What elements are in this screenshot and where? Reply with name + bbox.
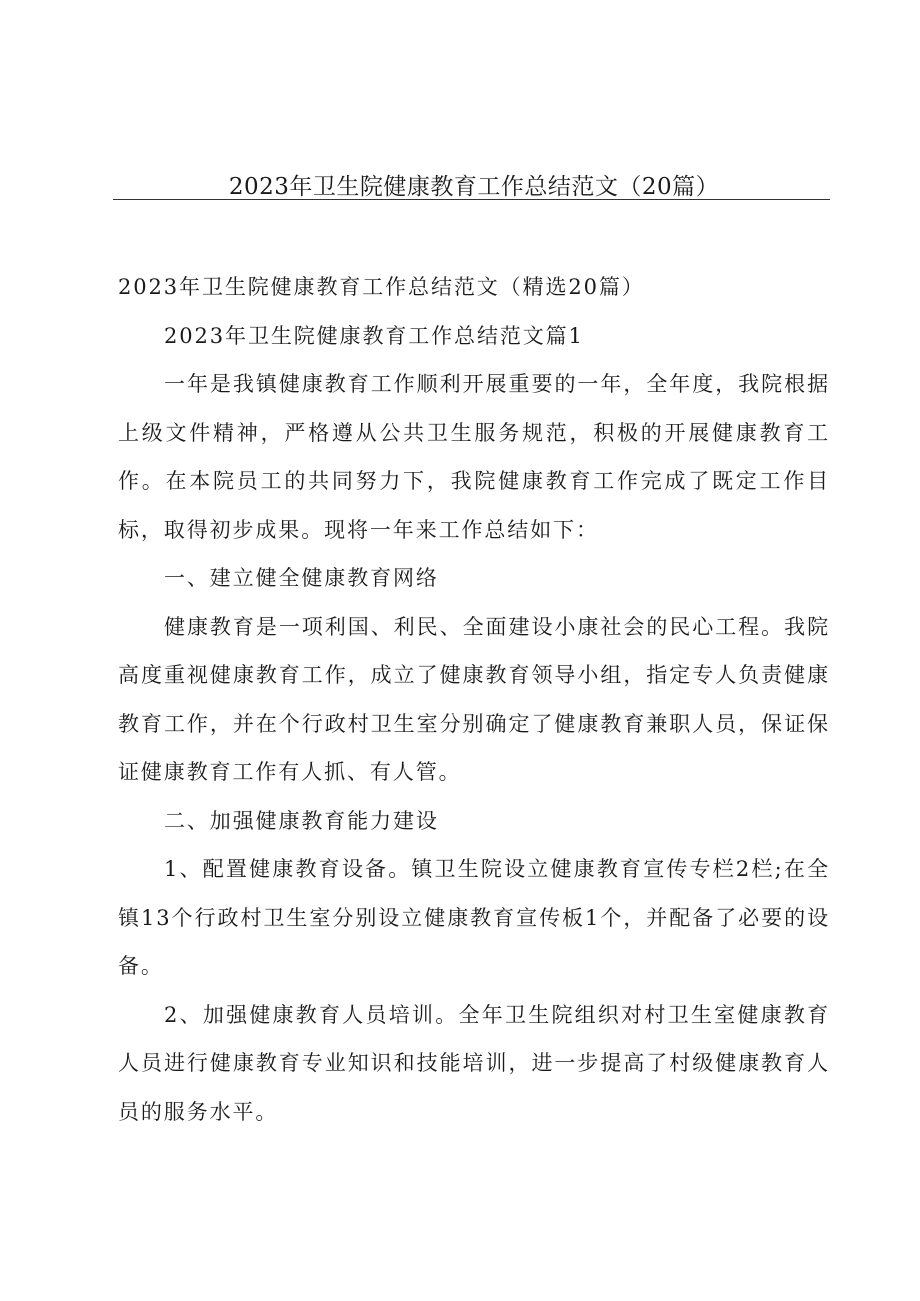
item-paragraph-1: 1、配置健康教育设备。镇卫生院设立健康教育宣传专栏2栏;在全镇13个行政村卫生室分别设立健康教育宣传板1个，并配备了必要的设备。 [118, 857, 830, 978]
document-subtitle: 2023年卫生院健康教育工作总结范文（精选20篇） [118, 275, 645, 299]
document-title: 2023年卫生院健康教育工作总结范文（20篇） [228, 174, 720, 200]
document-body [118, 263, 830, 1136]
title-underline [113, 199, 830, 200]
section-heading-1: 一、建立健全健康教育网络 [164, 566, 439, 590]
section-paragraph-1: 健康教育是一项利国、利民、全面建设小康社会的民心工程。我院高度重视健康教育工作，成立了健康教育领导小组，指定专人负责健康教育工作，并在个行政村卫生室分别确定了健康教育兼职人员，保证保证健康教育工作有人抓、有人管。 [118, 614, 830, 784]
item-paragraph-2: 2、加强健康教育人员培训。全年卫生院组织对村卫生室健康教育人员进行健康教育专业知识和技能培训，进一步提高了村级健康教育人员的服务水平。 [118, 1002, 830, 1124]
intro-paragraph: 一年是我镇健康教育工作顺利开展重要的一年，全年度，我院根据上级文件精神，严格遵从公共卫生服务规范，积极的开展健康教育工作。在本院员工的共同努力下，我院健康教育工作完成了既定工作目标，取得初步成果。现将一年来工作总结如下： [118, 372, 830, 542]
article-heading: 2023年卫生院健康教育工作总结范文篇1 [164, 323, 584, 348]
section-heading-2: 二、加强健康教育能力建设 [164, 808, 439, 833]
